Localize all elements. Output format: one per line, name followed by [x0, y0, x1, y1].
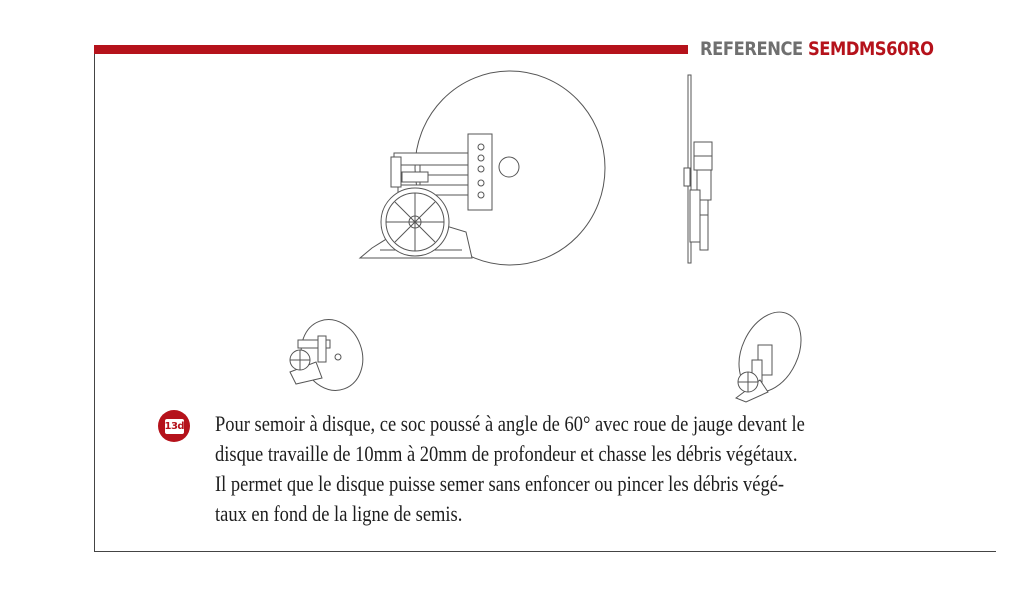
product-description: [215, 409, 975, 529]
disc-opener-side-view-icon: [350, 68, 620, 278]
disc-opener-perspective-left-icon: [282, 315, 372, 395]
figure-number-badge: [158, 410, 190, 442]
description-line: disque travaille de 10mm à 20mm de profondeur et chasse les débris végétaux.: [215, 441, 798, 466]
reference-label: REFERENCE: [700, 38, 803, 60]
reference-title: [700, 38, 934, 60]
frame-left-border: [94, 54, 95, 552]
disc-opener-edge-view-icon: [676, 70, 722, 270]
description-line: taux en fond de la ligne de semis.: [215, 501, 463, 526]
disc-opener-perspective-right-icon: [726, 308, 806, 406]
reference-code: SEMDMS60RO: [807, 38, 934, 60]
header-red-bar: [94, 45, 688, 54]
description-line: Il permet que le disque puisse semer sans enfoncer ou pincer les débris végé-: [215, 471, 785, 496]
figure-number-label: 13d: [164, 420, 185, 432]
description-line: Pour semoir à disque, ce soc poussé à angle de 60° avec roue de jauge devant le: [215, 411, 805, 436]
frame-bottom-border: [94, 551, 996, 552]
